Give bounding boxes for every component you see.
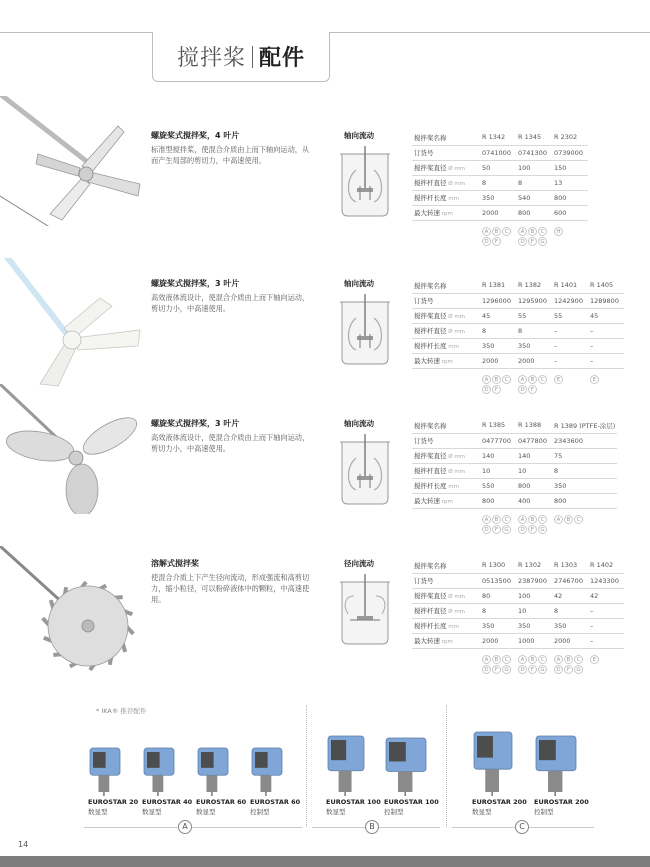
spec-row [412,558,624,573]
spec-value: 0741000 [480,145,516,160]
spec-row [412,160,588,175]
spec-value: 2746700 [552,573,588,588]
spec-value: 75 [552,448,617,463]
spec-value: 55 [516,308,552,323]
spec-row [412,323,624,338]
spec-value: 2000 [552,633,588,648]
spec-label: 搅拌杆直径 Ø mm [412,603,480,618]
spec-label: 搅拌杆直径 Ø mm [412,323,480,338]
badge-group [482,227,518,246]
spec-value: 55 [552,308,588,323]
product-description: 使混合介质上下产生径向流动，形成强流和高剪切力，缩小粒径，可以粉碎液体中的颗粒，中高速使用。 [151,573,310,604]
spec-value: R 1385 [480,418,516,433]
spec-value: 0477700 [480,433,516,448]
spec-label: 最大转速 rpm [412,205,480,220]
spec-value: – [588,603,624,618]
compat-circle-badge: B [528,375,537,384]
compat-circle-badge: E [590,655,599,664]
badge-group [590,655,626,674]
title-light: 搅拌桨 [176,46,246,71]
spec-value: 10 [516,603,552,618]
group-line [84,827,302,828]
spec-unit: rpm [440,499,453,505]
badge-group [554,655,590,674]
spec-value: 100 [516,160,552,175]
compat-circle-badge: B [528,227,537,236]
spec-value: 800 [516,478,552,493]
spec-unit: Ø mm [446,314,466,320]
spec-value: R 2302 [552,130,588,145]
motor-model-type: 数显型 [326,808,346,816]
stirrer-motor-image [142,728,178,796]
compat-circle-badge: D [554,665,563,674]
compat-circle-badge: A [554,655,563,664]
spec-value: – [552,323,588,338]
spec-unit: Ø mm [446,609,466,615]
spec-value: 13 [552,175,588,190]
spec-value: 0477800 [516,433,552,448]
spec-row [412,338,624,353]
spec-label: 订货号 [412,145,480,160]
product-description: 高效液体流设计，使混合介质由上而下轴向运动，剪切力小，中高速使用。 [151,433,310,453]
stirrer-motor-image [250,728,286,796]
spec-value: 1289800 [588,293,624,308]
compat-circle-badge: F [528,525,537,534]
spec-row [412,478,617,493]
spec-label: 最大转速 rpm [412,633,480,648]
stirrer-motor [142,728,193,816]
stirrer-motor [472,728,527,816]
stirrer-motor-image [326,728,368,796]
spec-unit: mm [446,344,459,350]
spec-value: 350 [552,618,588,633]
compatibility-badges [482,515,590,534]
spec-table [412,278,624,369]
spec-row [412,293,624,308]
product-title: 溶解式搅拌桨 [151,559,199,568]
compatibility-badges [482,375,626,394]
spec-row [412,353,624,368]
compat-circle-badge: G [538,665,547,674]
spec-unit: Ø mm [446,329,466,335]
spec-label: 搅拌桨直径 Ø mm [412,588,480,603]
spec-value: 10 [480,463,516,478]
spec-value: R 1402 [588,558,624,573]
motor-model-type: 控制型 [250,808,270,816]
compat-circle-badge: A [482,655,491,664]
motor-model-name: EUROSTAR 40 [142,798,193,806]
spec-unit: Ø mm [446,166,466,172]
compatibility-badges [482,227,590,246]
spec-value: – [588,323,624,338]
spec-value: 350 [552,478,617,493]
spec-row [412,205,588,220]
motor-model-type: 数显型 [472,808,492,816]
spec-row [412,145,588,160]
compat-circle-badge: B [528,515,537,524]
motor-model-name: EUROSTAR 100 [326,798,381,806]
spec-value: 800 [516,205,552,220]
page-title [152,32,330,82]
compat-circle-badge: F [492,665,501,674]
group-badge-c: C [515,820,529,834]
motor-model-name: EUROSTAR 200 [472,798,527,806]
spec-value: 400 [516,493,552,508]
product-title: 螺旋桨式搅拌桨，3 叶片 [151,279,240,288]
compat-circle-badge: A [482,227,491,236]
spec-value: 1243300 [588,573,624,588]
spec-unit: Ø mm [446,454,466,460]
stirrer-motor [326,728,381,816]
spec-value: 550 [480,478,516,493]
spec-value: 42 [552,588,588,603]
spec-row [412,278,624,293]
stirrer-motor [384,728,439,816]
spec-label: 搅拌杆长度 mm [412,478,480,493]
spec-value: R 1388 [516,418,552,433]
spec-row [412,448,617,463]
compat-circle-badge: C [574,515,583,524]
compat-circle-badge: F [492,385,501,394]
spec-value: 350 [480,190,516,205]
spec-value: – [588,618,624,633]
spec-value: 350 [516,618,552,633]
stirrer-motor-image [88,728,124,796]
spec-value: 0739000 [552,145,588,160]
spec-value: 1296000 [480,293,516,308]
impeller-photo [0,96,150,226]
compat-circle-badge: D [518,385,527,394]
stirrer-motor [534,728,589,816]
spec-value: 2000 [480,205,516,220]
badge-group [554,375,590,394]
spec-value: 2000 [516,353,552,368]
spec-value: – [552,338,588,353]
badge-group [518,375,554,394]
compat-circle-badge: C [538,655,547,664]
impeller-photo [0,546,150,676]
spec-label: 搅拌杆长度 mm [412,338,480,353]
motor-model-type: 数显型 [196,808,216,816]
spec-value: 8 [552,463,617,478]
spec-value: 50 [480,160,516,175]
spec-row [412,130,588,145]
motor-model-name: EUROSTAR 60 [250,798,301,806]
motor-model-type: 控制型 [384,808,404,816]
compat-circle-badge: F [528,665,537,674]
spec-label: 订货号 [412,293,480,308]
stirrer-motor-image [384,728,430,796]
spec-value: R 1342 [480,130,516,145]
spec-row [412,493,617,508]
spec-value: 8 [516,175,552,190]
footer-bar [0,856,650,867]
spec-row [412,175,588,190]
spec-value: 1242900 [552,293,588,308]
compat-circle-badge: D [518,525,527,534]
motor-model-type: 数显型 [142,808,162,816]
compat-circle-badge: C [538,375,547,384]
spec-table [412,558,624,649]
spec-unit: Ø mm [446,469,466,475]
compat-circle-badge: E [554,375,563,384]
spec-label: 搅拌桨直径 Ø mm [412,448,480,463]
spec-label: 搅拌杆长度 mm [412,190,480,205]
motor-model-name: EUROSTAR 200 [534,798,589,806]
compat-circle-badge: D [482,665,491,674]
compatibility-badges [482,655,626,674]
stirrer-motor [196,728,247,816]
spec-value: R 1389 (PTFE-涂层) [552,418,617,433]
compat-circle-badge: A [518,655,527,664]
title-bold: 配件 [259,46,306,71]
group-badge-b: B [365,820,379,834]
spec-label: 搅拌杆直径 Ø mm [412,463,480,478]
spec-label: 最大转速 rpm [412,493,480,508]
flow-type-label: 轴向流动 [344,419,374,428]
compat-circle-badge: C [502,375,511,384]
compat-circle-badge: D [482,385,491,394]
spec-value: 350 [480,618,516,633]
spec-value: R 1302 [516,558,552,573]
spec-unit: mm [446,484,459,490]
spec-value: 8 [552,603,588,618]
spec-value: 8 [480,323,516,338]
product-title: 螺旋桨式搅拌桨，3 叶片 [151,419,240,428]
compat-circle-badge: G [538,525,547,534]
compat-circle-badge: F [564,665,573,674]
spec-label: 搅拌桨名称 [412,418,480,433]
spec-row [412,433,617,448]
compat-circle-badge: C [574,655,583,664]
spec-value: 140 [480,448,516,463]
compat-circle-badge: C [538,227,547,236]
product-description: 标准型搅拌桨，使混合介质由上而下轴向运动，从而产生局部的剪切力，中高速使用。 [151,145,310,165]
spec-row [412,418,617,433]
spec-value: 2387900 [516,573,552,588]
product-description: 高效液体流设计，使混合介质由上而下轴向运动，剪切力小，中高速使用。 [151,293,310,313]
flow-type-label: 轴向流动 [344,279,374,288]
compat-circle-badge: D [482,525,491,534]
stirrer-motor [88,728,139,816]
compat-circle-badge: A [518,375,527,384]
spec-row [412,633,624,648]
spec-value: R 1382 [516,278,552,293]
compat-circle-badge: D [482,237,491,246]
compat-circle-badge: C [538,515,547,524]
compat-circle-badge: B [492,515,501,524]
spec-value: 42 [588,588,624,603]
compat-circle-badge: B [564,655,573,664]
spec-label: 搅拌杆长度 mm [412,618,480,633]
page-number: 14 [18,840,29,849]
flow-diagram-beaker [336,434,394,506]
spec-table [412,418,617,509]
spec-unit: rpm [440,639,453,645]
spec-value: R 1303 [552,558,588,573]
compat-circle-badge: D [518,237,527,246]
compat-circle-badge: F [492,525,501,534]
badge-group [554,227,590,246]
impeller-photo [0,384,150,514]
spec-label: 搅拌桨直径 Ø mm [412,160,480,175]
spec-value: 800 [552,190,588,205]
spec-value: 350 [480,338,516,353]
stirrer-motor-image [196,728,232,796]
compat-circle-badge: E [590,375,599,384]
spec-value: 8 [480,175,516,190]
spec-label: 订货号 [412,573,480,588]
motor-model-name: EUROSTAR 100 [384,798,439,806]
spec-unit: mm [446,196,459,202]
flow-type-label: 轴向流动 [344,131,374,140]
spec-row [412,603,624,618]
flow-diagram-beaker [336,294,394,366]
spec-table [412,130,588,221]
spec-value: 8 [516,323,552,338]
spec-value: 800 [480,493,516,508]
compat-circle-badge: G [502,525,511,534]
compat-circle-badge: C [502,227,511,236]
compat-circle-badge: F [528,385,537,394]
spec-value: 100 [516,588,552,603]
spec-value: 1295900 [516,293,552,308]
stirrer-motor [250,728,301,816]
spec-value: 8 [480,603,516,618]
compat-circle-badge: A [482,515,491,524]
badge-group [590,375,626,394]
compat-circle-badge: A [482,375,491,384]
spec-label: 搅拌桨名称 [412,558,480,573]
spec-row [412,588,624,603]
spec-value: 1000 [516,633,552,648]
product-title: 螺旋桨式搅拌桨，4 叶片 [151,131,240,140]
compat-circle-badge: B [528,655,537,664]
compat-circle-badge: C [502,655,511,664]
impeller-photo [0,258,150,388]
spec-value: R 1345 [516,130,552,145]
motor-model-type: 数显型 [88,808,108,816]
spec-row [412,463,617,478]
compat-circle-badge: G [502,665,511,674]
flow-diagram-beaker [336,574,394,646]
compat-circle-badge: C [502,515,511,524]
spec-value: – [588,353,624,368]
spec-value: 0741300 [516,145,552,160]
compat-circle-badge: H [554,227,563,236]
spec-value: 2000 [480,353,516,368]
compat-circle-badge: D [518,665,527,674]
spec-value: 800 [552,493,617,508]
spec-row [412,573,624,588]
spec-label: 搅拌桨名称 [412,130,480,145]
spec-value: 600 [552,205,588,220]
badge-group [482,655,518,674]
compat-circle-badge: B [492,227,501,236]
compat-circle-badge: A [518,515,527,524]
spec-row [412,190,588,205]
spec-value: 150 [552,160,588,175]
compat-circle-badge: F [528,237,537,246]
spec-unit: Ø mm [446,181,466,187]
spec-value: 45 [588,308,624,323]
group-divider [306,705,307,827]
group-divider [446,705,447,827]
compat-circle-badge: B [492,655,501,664]
recommended-note: * IKA® 推荐配件 [96,707,147,715]
spec-value: 0513500 [480,573,516,588]
stirrer-motor-image [534,728,580,796]
badge-group [482,515,518,534]
compat-circle-badge: G [574,665,583,674]
compat-circle-badge: B [564,515,573,524]
flow-type-label: 径向流动 [344,559,374,568]
group-badge-a: A [178,820,192,834]
spec-row [412,308,624,323]
spec-label: 搅拌杆直径 Ø mm [412,175,480,190]
badge-group [554,515,590,534]
spec-value: – [588,633,624,648]
compat-circle-badge: G [538,237,547,246]
spec-value: 540 [516,190,552,205]
spec-unit: rpm [440,211,453,217]
spec-label: 订货号 [412,433,480,448]
compat-circle-badge: B [492,375,501,384]
spec-value: 10 [516,463,552,478]
spec-value: 140 [516,448,552,463]
spec-unit: mm [446,624,459,630]
badge-group [518,655,554,674]
badge-group [518,515,554,534]
spec-label: 搅拌桨直径 Ø mm [412,308,480,323]
motor-model-name: EUROSTAR 20 [88,798,139,806]
badge-group [482,375,518,394]
flow-diagram-beaker [336,146,394,218]
spec-value: 2000 [480,633,516,648]
motor-model-name: EUROSTAR 60 [196,798,247,806]
spec-label: 最大转速 rpm [412,353,480,368]
compat-circle-badge: A [518,227,527,236]
motor-model-type: 控制型 [534,808,554,816]
compat-circle-badge: A [554,515,563,524]
spec-value: 2343600 [552,433,617,448]
compat-circle-badge: F [492,237,501,246]
spec-value: R 1401 [552,278,588,293]
spec-label: 搅拌桨名称 [412,278,480,293]
spec-value: – [588,338,624,353]
spec-value: 80 [480,588,516,603]
title-separator [252,46,253,68]
spec-value: R 1405 [588,278,624,293]
spec-value: R 1300 [480,558,516,573]
spec-row [412,618,624,633]
stirrer-motor-image [472,728,516,796]
spec-value: 350 [516,338,552,353]
spec-unit: rpm [440,359,453,365]
spec-value: 45 [480,308,516,323]
spec-unit: Ø mm [446,594,466,600]
spec-value: R 1381 [480,278,516,293]
spec-value: – [552,353,588,368]
badge-group [518,227,554,246]
